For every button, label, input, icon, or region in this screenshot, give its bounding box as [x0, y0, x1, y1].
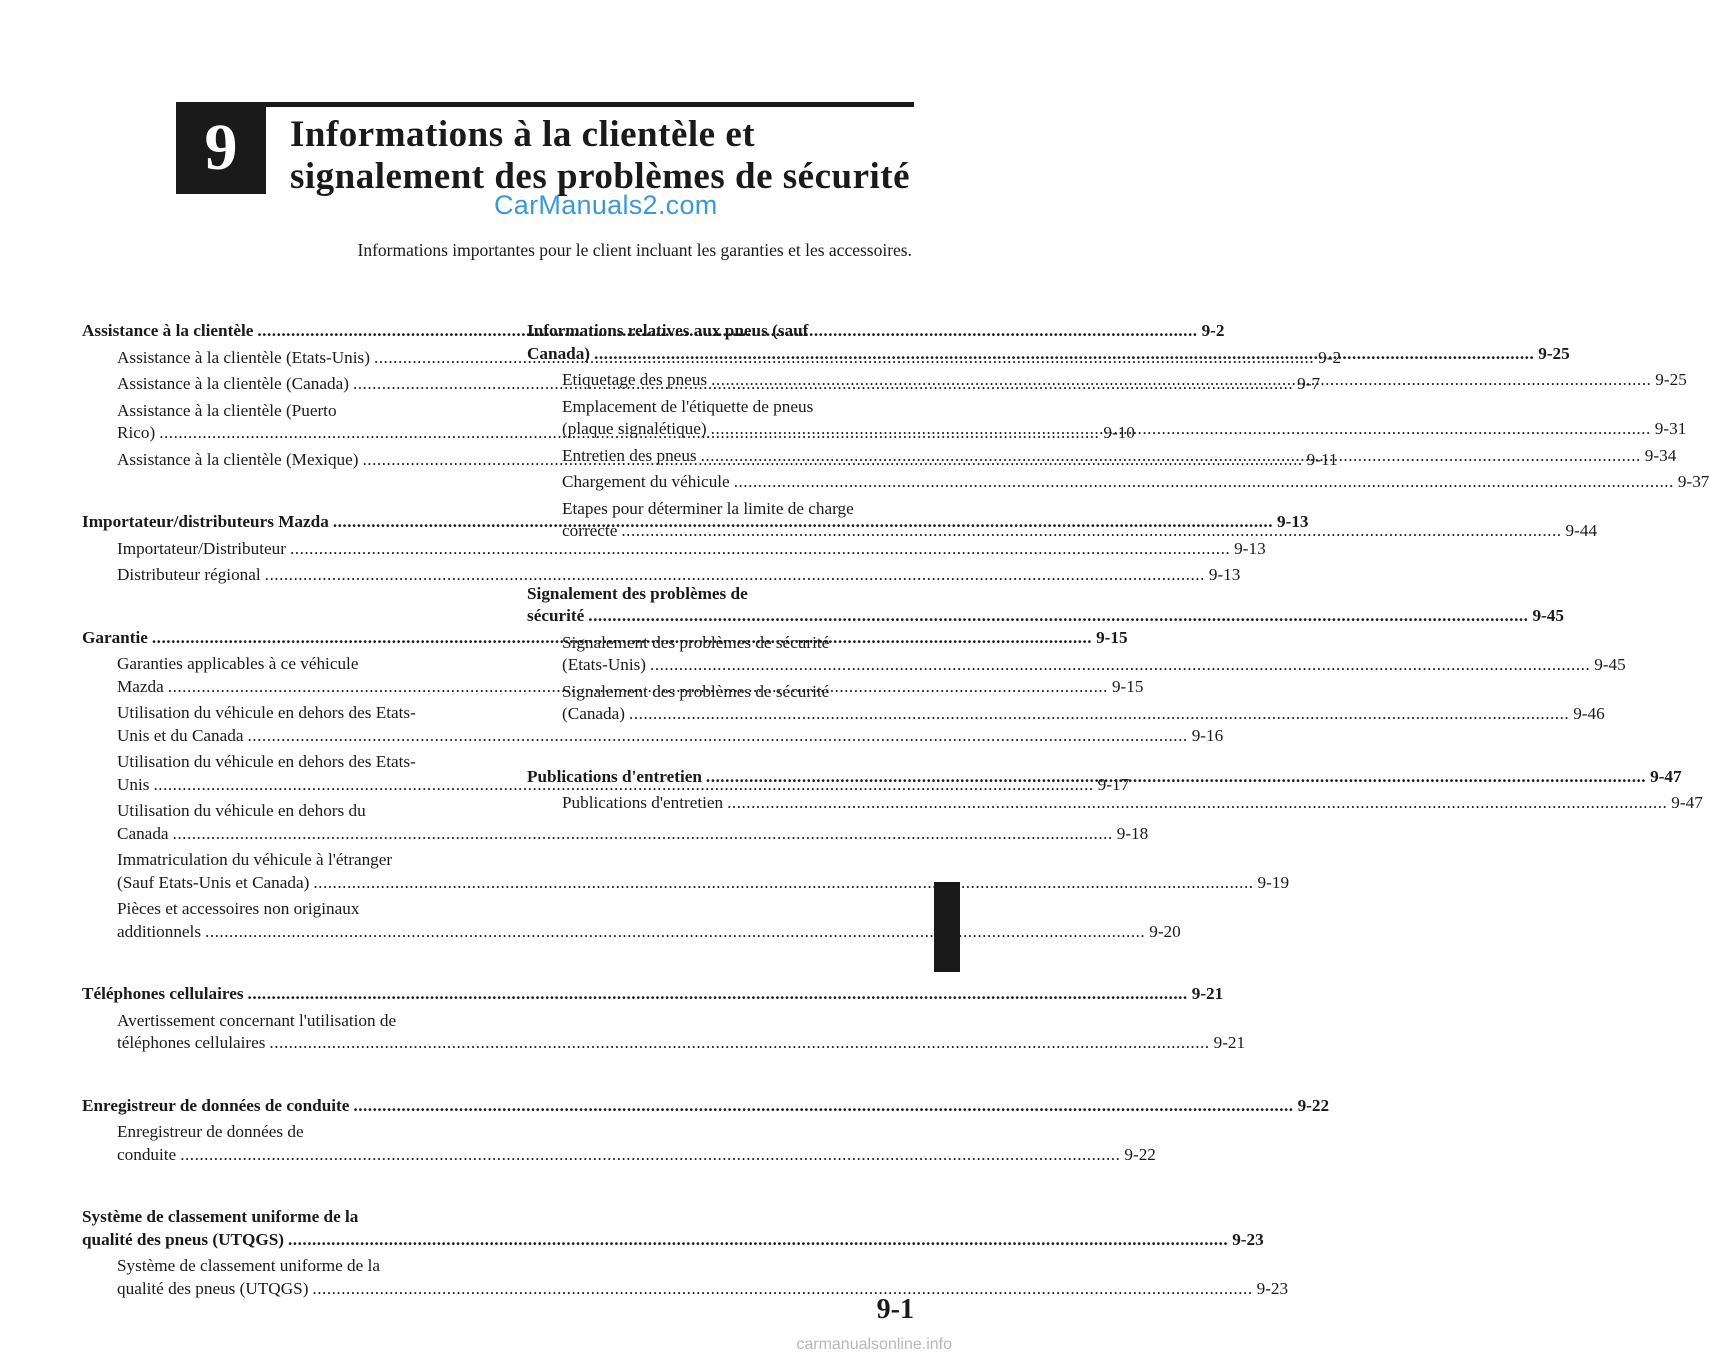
toc-entry-text: Unis et du Canada — [117, 725, 244, 745]
toc-leader-dots — [312, 1278, 1252, 1301]
toc-entry-text: Assistance à la clientèle (Canada) — [117, 374, 349, 393]
chapter-title — [290, 114, 930, 198]
toc-entry-text: Assistance à la clientèle (Mexique) — [117, 449, 359, 469]
toc-subentry[interactable] — [527, 471, 1709, 494]
toc-section-heading[interactable] — [82, 1095, 1330, 1118]
toc-entry-text: Utilisation du véhicule en dehors des Etats- — [117, 752, 416, 771]
toc-page-ref: 9-31 — [1654, 419, 1687, 438]
toc-leader-dots — [269, 1032, 1209, 1055]
toc-entry-text: Garantie — [82, 627, 148, 647]
toc-leader-dots — [727, 792, 1667, 815]
toc-entry-text: Publications d'entretien — [527, 766, 702, 786]
toc-page-ref: 9-13 — [1277, 512, 1309, 531]
toc-section-heading[interactable] — [82, 983, 1224, 1006]
toc-entry-text: Enregistreur de données de — [117, 1122, 304, 1141]
toc-subentry[interactable] — [82, 1121, 1156, 1166]
toc-page-ref: 9-46 — [1573, 704, 1605, 723]
toc-entry-text: Téléphones cellulaires — [82, 984, 244, 1003]
toc-entry-text: Mazda — [117, 676, 164, 696]
toc-page-ref: 9-25 — [1655, 370, 1687, 389]
toc-page-ref: 9-16 — [1191, 725, 1224, 745]
toc-page-ref: 9-20 — [1149, 921, 1181, 941]
toc-entry-text: Signalement des problèmes de sécurité — [562, 681, 830, 701]
toc-page-ref: 9-11 — [1306, 449, 1338, 469]
toc-page-ref: 9-25 — [1538, 343, 1570, 363]
toc-page-ref: 9-47 — [1671, 793, 1703, 812]
toc-entry-text: Chargement du véhicule — [562, 472, 730, 491]
toc-entry-text: (Sauf Etats-Unis et Canada) — [117, 872, 310, 892]
toc-entry-text: Signalement des problèmes de sécurité — [562, 632, 830, 652]
toc-subentry[interactable] — [82, 564, 1241, 587]
toc-page-ref: 9-47 — [1650, 766, 1682, 786]
toc-entry-text: (Canada) — [562, 704, 625, 723]
toc-entry-text: Utilisation du véhicule en dehors du — [117, 801, 366, 820]
toc-leader-dots — [711, 418, 1651, 441]
toc-page-ref: 9-23 — [1232, 1229, 1264, 1249]
toc-page-ref: 9-19 — [1257, 872, 1290, 892]
toc-entry-text: sécurité — [527, 606, 585, 625]
toc-page-ref: 9-2 — [1318, 347, 1342, 367]
toc-entry-text: Assistance à la clientèle (Etats-Unis) — [117, 347, 370, 367]
toc-entry-text: Rico) — [117, 423, 156, 442]
footer-watermark: carmanualsonline.info — [796, 1336, 952, 1353]
toc-subentry[interactable] — [82, 702, 1224, 747]
toc-entry-text: Etiquetage des pneus — [562, 370, 708, 389]
toc-page-ref: 9-21 — [1213, 1033, 1246, 1052]
toc-entry-text: Assistance à la clientèle (Puerto — [117, 400, 337, 420]
toc-entry-text: Avertissement concernant l'utilisation de — [117, 1010, 397, 1030]
toc-entry-text: correcte — [562, 521, 618, 540]
toc-subentry[interactable] — [82, 1010, 1246, 1055]
toc-page-ref: 9-15 — [1096, 627, 1128, 647]
toc-page-ref: 9-18 — [1116, 823, 1149, 843]
toc-entry-text: (Etats-Unis) — [562, 655, 647, 674]
toc-leader-dots — [650, 654, 1590, 677]
toc-section — [82, 1206, 1289, 1300]
toc-entry-text: conduite — [117, 1144, 177, 1164]
toc-page-ref: 9-7 — [1297, 374, 1321, 393]
toc-leader-dots — [353, 1095, 1293, 1118]
toc-entry-text: Système de classement uniforme de la — [82, 1207, 359, 1226]
toc-subentry[interactable] — [82, 1255, 1289, 1300]
toc-entry-text: Importateur/distributeurs Mazda — [82, 512, 329, 531]
toc-entry-text: Canada) — [527, 343, 591, 363]
toc-page-ref: 9-21 — [1191, 984, 1224, 1003]
toc-page-ref: 9-15 — [1111, 676, 1144, 696]
toc-entry-text: Système de classement uniforme de la — [117, 1256, 380, 1275]
toc-entry-text: Assistance à la clientèle — [82, 321, 254, 340]
toc-subentry[interactable] — [527, 792, 1703, 815]
toc-leader-dots — [706, 766, 1646, 789]
chapter-side-tab — [934, 882, 960, 972]
chapter-title-line-2: signalement des problèmes de sécurité — [290, 156, 911, 197]
toc-section-heading[interactable] — [527, 320, 1570, 365]
toc-subentry[interactable] — [82, 538, 1266, 561]
toc-leader-dots — [248, 983, 1188, 1006]
page-number: 9-1 — [876, 1294, 914, 1325]
toc-entry-text: Informations relatives aux pneus (sauf — [527, 321, 809, 340]
toc-entry-text: Utilisation du véhicule en dehors des Etats- — [117, 703, 416, 722]
toc-leader-dots — [734, 471, 1674, 494]
toc-page-ref: 9-45 — [1594, 655, 1626, 674]
toc-page-ref: 9-23 — [1256, 1278, 1289, 1298]
chapter-number-box: 9 — [176, 102, 266, 194]
toc-leader-dots — [288, 1229, 1228, 1252]
toc-section — [82, 1095, 1330, 1167]
toc-leader-dots — [621, 520, 1561, 543]
toc-page-ref: 9-37 — [1677, 472, 1709, 491]
toc-entry-text: téléphones cellulaires — [117, 1033, 266, 1052]
toc-entry-text: Etapes pour déterminer la limite de charge — [562, 498, 854, 518]
toc-page-ref: 9-10 — [1103, 423, 1135, 442]
toc-section-heading[interactable] — [82, 1206, 1264, 1251]
toc-page-ref: 9-2 — [1201, 321, 1225, 340]
toc-subentry[interactable] — [82, 849, 1290, 894]
toc-entry-text: Immatriculation du véhicule à l'étranger — [117, 850, 393, 869]
toc-page-ref: 9-13 — [1208, 565, 1241, 584]
watermark-logo: CarManuals2.com — [494, 190, 718, 220]
toc-page-ref: 9-34 — [1644, 445, 1677, 465]
toc-entry-text: Emplacement de l'étiquette de pneus — [562, 396, 814, 416]
toc-leader-dots — [313, 872, 1253, 895]
toc-leader-dots — [180, 1144, 1120, 1167]
toc-entry-text: Garanties applicables à ce véhicule — [117, 654, 359, 673]
chapter-title-line-1: Informations à la clientèle et — [290, 114, 756, 155]
chapter-subtitle: Informations importantes pour le client incluant les garanties et les accessoires. — [357, 240, 912, 260]
toc-leader-dots — [701, 445, 1641, 468]
toc-entry-text: additionnels — [117, 921, 202, 941]
toc-leader-dots — [594, 343, 1534, 366]
toc-page-ref: 9-45 — [1532, 606, 1564, 625]
toc-subentry[interactable] — [82, 898, 1181, 943]
toc-entry-text: qualité des pneus (UTQGS) — [117, 1278, 309, 1298]
toc-entry-text: Canada — [117, 823, 169, 843]
toc-entry-text: Enregistreur de données de conduite — [82, 1095, 350, 1115]
toc-entry-text: Importateur/Distributeur — [117, 538, 286, 558]
toc-entry-text: qualité des pneus (UTQGS) — [82, 1229, 284, 1249]
toc-leader-dots — [205, 921, 1145, 944]
chapter-header-rule — [266, 102, 914, 107]
toc-leader-dots — [629, 703, 1569, 726]
toc-page-ref: 9-13 — [1234, 538, 1266, 558]
toc-page-ref: 9-22 — [1124, 1144, 1156, 1164]
toc-entry-text: Signalement des problèmes de — [527, 583, 748, 603]
toc-page-ref: 9-44 — [1565, 521, 1598, 540]
toc-section-heading[interactable] — [527, 583, 1564, 628]
toc-page-ref: 9-17 — [1097, 774, 1130, 794]
toc-leader-dots — [588, 605, 1528, 628]
toc-page-ref: 9-22 — [1297, 1095, 1330, 1115]
toc-entry-text: Distributeur régional — [117, 565, 261, 584]
toc-entry-text: Entretien des pneus — [562, 445, 697, 465]
toc-entry-text: Unis — [117, 774, 150, 794]
toc-leader-dots — [711, 369, 1651, 392]
toc-entry-text: Publications d'entretien — [562, 793, 724, 812]
toc-section — [82, 983, 1246, 1055]
toc-entry-text: (plaque signalétique) — [562, 419, 707, 438]
toc-entry-text: Pièces et accessoires non originaux — [117, 899, 360, 918]
